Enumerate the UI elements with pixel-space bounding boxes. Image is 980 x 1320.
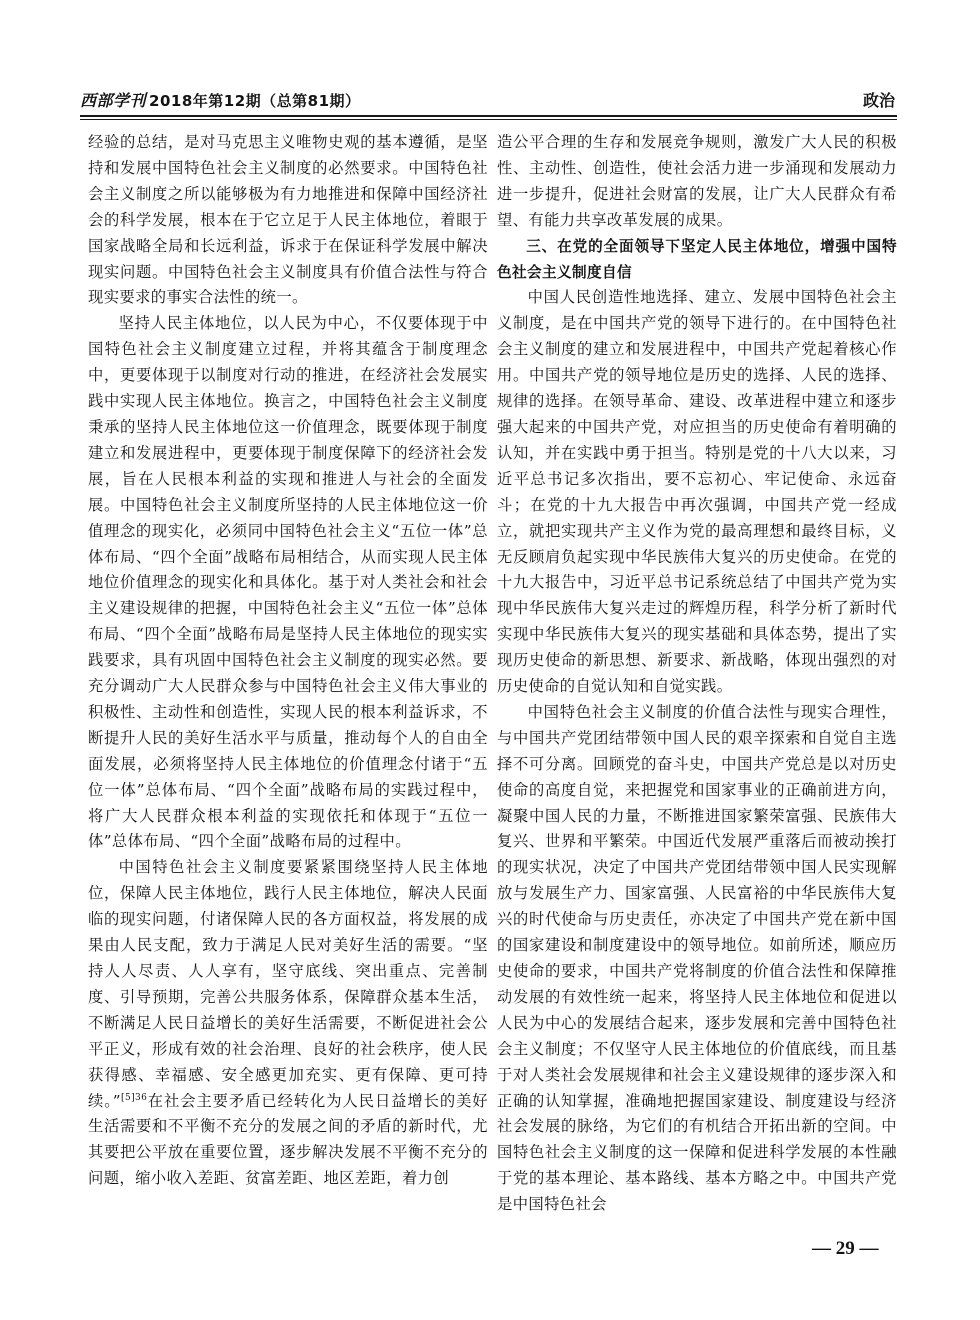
journal-brand-logo: 西部学刊: [80, 91, 147, 110]
section-heading: 三、在党的全面领导下坚定人民主体地位，增强中国特色社会主义制度自信: [497, 237, 897, 281]
page-number: — 29 —: [812, 1238, 879, 1259]
left-column: [88, 130, 488, 1192]
right-paragraph-1: 造公平合理的生存和发展竞争规则，激发广大人民的积极性、主动性、创造性，使社会活力进一步涌现和发展动力进一步提升，促进社会财富的发展，让广大人民群众有希望、有能力共享改革发展的成果。: [497, 133, 897, 229]
right-paragraph-2: 中国人民创造性地选择、建立、发展中国特色社会主义制度，是在中国共产党的领导下进行的。在中国特色社会主义制度的建立和发展进程中，中国共产党起着核心作用。中国共产党的领导地位是历史的选择、人民的选择、规律的选择。在领导革命、建设、改革进程中建立和逐步强大起来的中国共产党，对应担当的历史使命有着明确的认知，并在实践中勇于担当。特别是党的十八大以来，习近平总书记多次指出，要不忘初心、牢记使命、永远奋斗；在党的十九大报告中再次强调，中国共产党一经成立，就把实现共产主义作为党的最高理想和最终目标，义无反顾肩负起实现中华民族伟大复兴的历史使命。在党的十九大报告中，习近平总书记系统总结了中国共产党为实现中华民族伟大复兴走过的辉煌历程，科学分析了新时代实现中华民族伟大复兴的现实基础和具体态势，提出了实现历史使命的新思想、新要求、新战略，体现出强烈的对历史使命的自觉认知和自觉实践。: [497, 288, 897, 696]
left-paragraph-2: 坚持人民主体地位，以人民为中心，不仅要体现于中国特色社会主义制度建立过程，并将其蕴含于制度理念中，更要体现于以制度对行动的推进，在经济社会发展实践中实现人民主体地位。换言之，中国特色社会主义制度秉承的坚持人民主体地位这一价值理念，既要体现于制度建立和发展进程中，更要体现于制度保障下的经济社会发展，旨在人民根本利益的实现和推进人与社会的全面发展。中国特色社会主义制度所坚持的人民主体地位这一价值理念的现实化，必须同中国特色社会主义“五位一体”总体布局、“四个全面”战略布局相结合，从而实现人民主体地位价值理念的现实化和具体化。基于对人类社会和社会主义建设规律的把握，中国特色社会主义“五位一体”总体布局、“四个全面”战略布局是坚持人民主体地位的现实实践要求，具有巩固中国特色社会主义制度的现实必然。要充分调动广大人民群众参与中国特色社会主义伟大事业的积极性、主动性和创造性，实现人民的根本利益诉求，不断提升人民的美好生活水平与质量，推动每个人的自由全面发展，必须将坚持人民主体地位的价值理念付诸于“五位一体”总体布局、“四个全面”战略布局的实践过程中，将广大人民群众根本利益的实现依托和体现于“五位一体”总体布局、“四个全面”战略布局的过程中。: [88, 314, 488, 851]
journal-issue: 2018年第12期（总第81期）: [149, 92, 361, 110]
section-label: 政治: [862, 91, 895, 110]
running-header: [80, 88, 897, 112]
citation-marker: [5]36: [121, 1092, 148, 1103]
left-paragraph-3: [88, 855, 488, 1192]
left-paragraph-1: 经验的总结，是对马克思主义唯物史观的基本遵循，是坚持和发展中国特色社会主义制度的必然要求。中国特色社会主义制度之所以能够极为有力地推进和保障中国经济社会的科学发展，根本在于它立足于人民主体地位，着眼于国家战略全局和长远利益，诉求于在保证科学发展中解决现实问题。中国特色社会主义制度具有价值合法性与符合现实要求的事实合法性的统一。: [88, 133, 488, 307]
header-rule-thick: [80, 115, 897, 117]
header-rule-thin: [80, 119, 897, 120]
journal-issue-line: [80, 88, 361, 111]
left-paragraph-3-quote: 中国特色社会主义制度要紧紧围绕坚持人民主体地位，保障人民主体地位，践行人民主体地位，解决人民面临的现实问题，付诸保障人民的各方面权益，将发展的成果由人民支配，致力于满足人民对美好生活的需要。“坚持人人尽责、人人享有，坚守底线、突出重点、完善制度、引导预期，完善公共服务体系，保障群众基本生活，不断满足人民日益增长的美好生活需要，不断促进社会公平正义，形成有效的社会治理、良好的社会秩序，使人民获得感、幸福感、安全感更加充实、更有保障、更可持续。”: [88, 858, 488, 1110]
right-paragraph-3: 中国特色社会主义制度的价值合法性与现实合理性，与中国共产党团结带领中国人民的艰辛探索和自觉自主选择不可分离。回顾党的奋斗史，中国共产党总是以对历史使命的高度自觉，来把握党和国家事业的正确前进方向，凝聚中国人民的力量，不断推进国家繁荣富强、民族伟大复兴、世界和平繁荣。中国近代发展严重落后而被动挨打的现实状况，决定了中国共产党团结带领中国人民实现解放与发展生产力、国家富强、人民富裕的中华民族伟大复兴的时代使命与历史责任，亦决定了中国共产党在新中国的国家建设和制度建设中的领导地位。如前所述，顺应历史使命的要求，中国共产党将制度的价值合法性和保障推动发展的有效性统一起来，将坚持人民主体地位和促进以人民为中心的发展结合起来，逐步发展和完善中国特色社会主义制度；不仅坚守人民主体地位的价值底线，而且基于对人类社会发展规律和社会主义建设规律的逐步深入和正确的认知掌握，准确地把握国家建设、制度建设与经济社会发展的脉络，为它们的有机结合开拓出新的空间。中国特色社会主义制度的这一保障和促进科学发展的本性融于党的基本理论、基本路线、基本方略之中。中国共产党是中国特色社会: [497, 702, 897, 1214]
left-paragraph-3-tail: 在社会主要矛盾已经转化为人民日益增长的美好生活需要和不平衡不充分的发展之间的矛盾的新时代，尤其要把公平放在重要位置，逐步解决发展不平衡不充分的问题，缩小收入差距、贫富差距、地区差距，着力创: [88, 1091, 488, 1188]
right-column: [497, 130, 897, 1218]
